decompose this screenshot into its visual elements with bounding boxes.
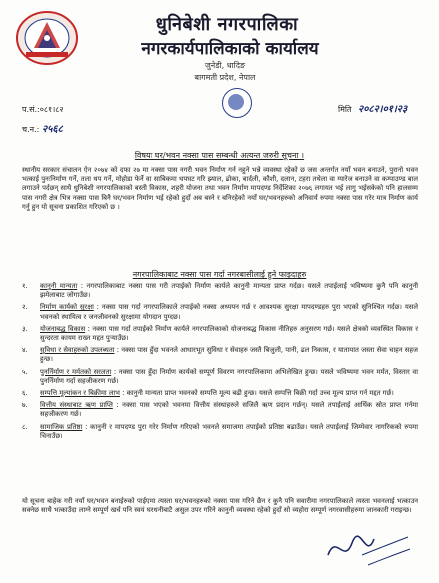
dispatch-number: २५६८ [42,124,63,135]
letter-number: प.सं.:०८१।८२ [22,105,64,114]
benefits-heading: नगरपालिकाबाट नक्सा पास गर्दा नगरबासीलाई हुने फाइदाहरु [132,270,307,279]
list-item: ३. योजनाबद्ध विकास : नक्सा पास गर्दा तपाईको निर्माण कार्यले नगरपालिकाको योजनाबद्ध विकास नीतिहरु अनुसरण गर्छ। यसले क्षेत्रको व्यवस्थित विकास र सुन्दरता कायम राख्न मद्दत पुऱ्याउँछ। [22,324,418,343]
nepal-emblem-icon [14,8,80,66]
dispatch-label: च.न.: [22,125,40,134]
address-line-1: जुनेडी, धादिङ [204,61,246,70]
municipality-title: धुनिबेशी नगरपालिका [155,14,299,35]
office-seal [222,88,252,118]
benefits-list [22,282,418,444]
notice-subject [0,150,439,161]
intro-paragraph: स्थानीय सरकार संचालन ऐन २०७४ को दफा २७ मा नक्सा पास नगरी भवन निर्माण गर्न नहुने भन्ने व्यवस्था रहेको छ जस अन्तर्गत नयाँ भवन बनाउने, पुरानो भवन भत्काई पुनःनिर्माण गर्ने, तला थप गर्ने, मोहोडा फेर्ने वा साबिकमा थपघट गरि झ्याल, ढोका, बार्दली, कौशी, दलान, टहरा तथेला वा ग्यारेज बनाउने वा कम्पाउण्ड बाल लगाउने पर्दछन् साथै धुनिबेशी नगरपालिकाको बस्ती विकास, शहरी योजना तथा भवन निर्माण मापदण्ड निर्देशिका २०७६ लगायत भई लागु भईसकेको पनि हालसम्म पास नगरी क्षेत्र भित्र नक्सा पास बिनै घर/भवन निर्माण भई रहेको हुदाँ अब बस्ने र बनिरहेको नयाँ घर/भवनहरुको अनिवार्य रुपमा नक्सा पास गरेर मात्र निर्माण कार्य गर्नु हुन यो सूचना प्रकाशित गरिएको छ । [22,166,418,211]
list-item: ७. वित्तीय संस्थाबाट ऋण प्राप्ति : नक्सा पास भएको भवनमा वित्तीय संस्थाहरुले सजिलै ऋण प्रदान गर्छन्। यसले तपाईलाई आर्थिक स्रोत प्राप्त गर्नमा सहजीकरण गर्छ। [22,401,418,419]
signature-icon [322,525,414,573]
list-item: ५. पुनर्निर्माण र मर्मतको सरलता : नक्सा पास हुँदा निर्माण कार्यको सम्पूर्ण विवरण नगरपालिकामा अभिलेखित हुन्छ। यसले भविष्यमा भवन मर्मत, विस्तार वा पुनर्निर्माण गर्दा सहजीकरण गर्छ। [22,367,418,385]
list-item: १. कानुनी मान्यता : नगरपालिकाबाट नक्सा पास गरी तपाईको निर्माण कार्यले कानुनी मान्यता प्राप्त गर्दछ। यसले तपाईलाई भविष्यमा कुनै पनि कानुनी झमेलाबाट जोगाउँछ। [22,282,418,300]
list-item: ४. सुविधा र सेवाहरुको उपलब्धता : नक्सा पास हुँदा भवनले आधारभूत सुविधा र सेवाहरु जस्तै बिजुली, पानी, ढल निकास, र यातायात जस्ता सेवा चाहन सहज हुन्छ। [22,346,418,364]
subject-text: विषयः घर/भवन नक्सा पास सम्बन्धी अत्यन्त जरुरी सूचना । [134,151,305,160]
list-item: ६. सम्पत्ति मूल्यांकन र बिक्रीमा लाभ : कानुनी मान्यता प्राप्त भवनको सम्पत्ति मूल्य बढी हुन्छ। यसले सम्पत्ति बिक्री गर्दा उच्च मूल्य प्राप्त गर्न मद्दत गर्छ। [22,389,394,398]
date-label: मिति [338,105,352,114]
address-line-2: बागमती प्रदेश, नेपाल [194,73,256,82]
date-value: २०८२।०१।२३ [358,104,408,115]
list-item: ८. सामाजिक प्रतिष्ठा : कानुनी र मापदण्ड पुरा गरेर निर्माण गरिएको भवनले समाजमा तपाईको प्रतिष्ठा बढाउँछ। यसले तपाईलाई जिम्मेवार नागरिकको रुपमा चिनाउँछ। [22,422,418,440]
closing-paragraph: यो सूचना बाहेक गरी नयाँ घर/भवन बनाईरुको पाईएमा त्यस्ता घर/भवनहरुको नक्सा पास गरिने छैन र कुनै पनि सवारीमा नगरपालिकाले त्यस्ता भवनलाई भत्काउन सक्नेछ साथै भत्काउँदा लाग्ने सम्पूर्ण खर्च पनि स्वयं घरधनीबाटै असुल उपर गरिने कानुनी व्यवस्था रहेको हुदाँ सो व्यहोरा सम्पूर्ण नगरवासीहरुमा जानकारी गराइन्छ। [22,497,418,515]
list-item: २. निर्माण कार्यको सुरक्षा : नक्सा पास गर्दा नगरपालिकाले तपाईको नक्सा अध्ययन गर्छ र आवश्यक सुरक्षा मापदण्डहरु पुरा भएको सुनिश्चित गर्दछ। यसले भवनको स्थायित्व र जनजीवनको सुरक्षामा योगदान पुग्दछ। [22,303,418,321]
office-title: नगरकार्यपालिकाको कार्यालय [141,39,319,59]
